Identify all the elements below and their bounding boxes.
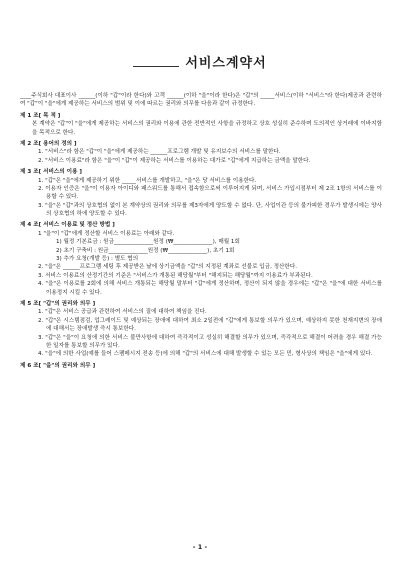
- article-4-subitem: 3) 추가 요청(개발 등) : 별도 협의: [56, 256, 139, 263]
- article-5-item: 2. "갑"은 시스템점검, 업그레이드 및 예상되는 장애에 대하여 최소 2일전에 "갑"에게 통보할 의무가 있으며, 예상하지 못한 천재지변의 장애에 대해서는 장애발생 즉시 통보한다.: [38, 317, 382, 333]
- title-text: 서비스계약서: [185, 56, 267, 71]
- document-title: [0, 52, 400, 71]
- article-5-title: 제 5 조[ "갑"의 권리와 의무 ]: [20, 300, 96, 307]
- article-4-subitem: 2) 초기 구축비 : 원금______________원정 (₩______________), 초기 1회: [56, 247, 235, 254]
- article-2-title: 제 2 조[ 용어의 정의 ]: [20, 140, 77, 147]
- article-4-item: 4. "을"은 이용료를 2회에 의해 서비스 개통되는 해당월 말부터 "갑"에게 정산하며, 정산이 되지 않을 경우에는 "갑"은 "을"에 대한 서비스를 이용정지 시킬 수 있다.: [38, 281, 382, 296]
- article-1-text: 본 계약은 "갑"이 "을"에게 제공하는 서비스의 권리와 이용에 관한 전반적인 사항을 규정하고 상호 성실히 준수하며 도의적인 상거래에 이바지함을 목적으로 한다.: [32, 121, 382, 136]
- article-6-title: 제 6 조[ "을"의 권리와 의무 ]: [20, 362, 96, 369]
- article-5-item: 4. "을"에 의한 사업(예를 들어 스팸메시지 전송 등)에 의해 "갑"의 서비스에 대해 발생할 수 있는 모든 민, 형사상의 책임은 "을"에게 있다.: [38, 351, 373, 358]
- article-3-item: 1. "갑"은 "을"에게 제공하기 위한 _____서비스를 개발하고, "을"은 당 서비스를 이용한다.: [38, 177, 257, 184]
- article-4-subitem: 1) 월정 기본료금 : 원금______________원정 (₩______________), 매월 1회: [56, 239, 240, 246]
- article-2-item: 1. "서비스"라 함은 "갑"이 "을"에게 제공하는 ______프로그램 개발 및 유지보수의 서비스를 말한다.: [38, 149, 281, 156]
- intro-paragraph: ____주식회사 대표이사 ______(이하 "갑"이라 한다)와 고객 ______(이하 "을"이라 한다)은 "갑"의 _____서비스(이하 "서비스"라 한다)제공과 관련하여 "갑"이 "을"에게 제공하는 서비스의 범위 및 이에 따르는 권리와 의무를 다음과 같이 규정한다.: [20, 93, 382, 108]
- article-3-item: 2. 이용자 인증은 "을"이 이용자 아이디와 패스워드를 통해서 접속함으로써 이루어지게 되며, 서비스 가입시점부터 제 2조 1항의 서비스를 이용할 수 있다.: [38, 185, 382, 201]
- article-5-item: 1. "갑"은 서비스 공급과 관련하여 서비스의 질에 대하여 책임을 진다.: [38, 309, 207, 316]
- article-3-item: 3. "을"은 "갑"과의 상호협의 없이 본 계약상의 권리와 의무를 제3자에게 양도할 수 없다. 단, 사업이관 등의 불가피한 경우가 발생시에는 양사의 상호협의 하에 양도할 수 있다.: [38, 202, 382, 218]
- article-4-title: 제 4 조[ 서비스 이용료 및 정산 방법 ]: [20, 222, 115, 229]
- article-5-item: 3. "갑"은 "을"이 요청에 의한 서비스 불만사항에 대하여 즉각적이고 성실히 해결할 의무가 있으며, 즉각적으로 해결이 어려울 경우 해결 가능한 일자를 통보할 의무가 있다.: [38, 334, 382, 349]
- article-4-item: 1 "을"이 "갑"에게 정산할 서비스 이용료는 아래와 같다.: [38, 230, 175, 237]
- article-1-title: 제 1 조[ 목 적 ]: [20, 112, 61, 119]
- article-4-item: 3. 서비스 이용료의 산정기간의 기준은 "서비스가 개통된 해당월"부터 "해지되는 해당월"까지 이용료가 부과된다.: [38, 272, 313, 279]
- article-3-title: 제 3 조[ 서비스의 이용 ]: [20, 169, 82, 176]
- article-4-item: 2. "을"은 ______프로그램 세팅 후 제공받은 날에 상기금액을 "갑"의 지정된 계좌로 선불로 입금, 정산한다.: [38, 264, 298, 271]
- title-blank-line: [133, 54, 179, 67]
- document-body: [20, 92, 382, 370]
- article-2-item: 2. "서비스 이용료"라 함은 "을"이 "갑"이 제공하는 서비스를 이용하는 대가로 "갑"에게 지급하는 금액을 말한다.: [38, 157, 311, 164]
- page-number: - 1 -: [192, 543, 208, 551]
